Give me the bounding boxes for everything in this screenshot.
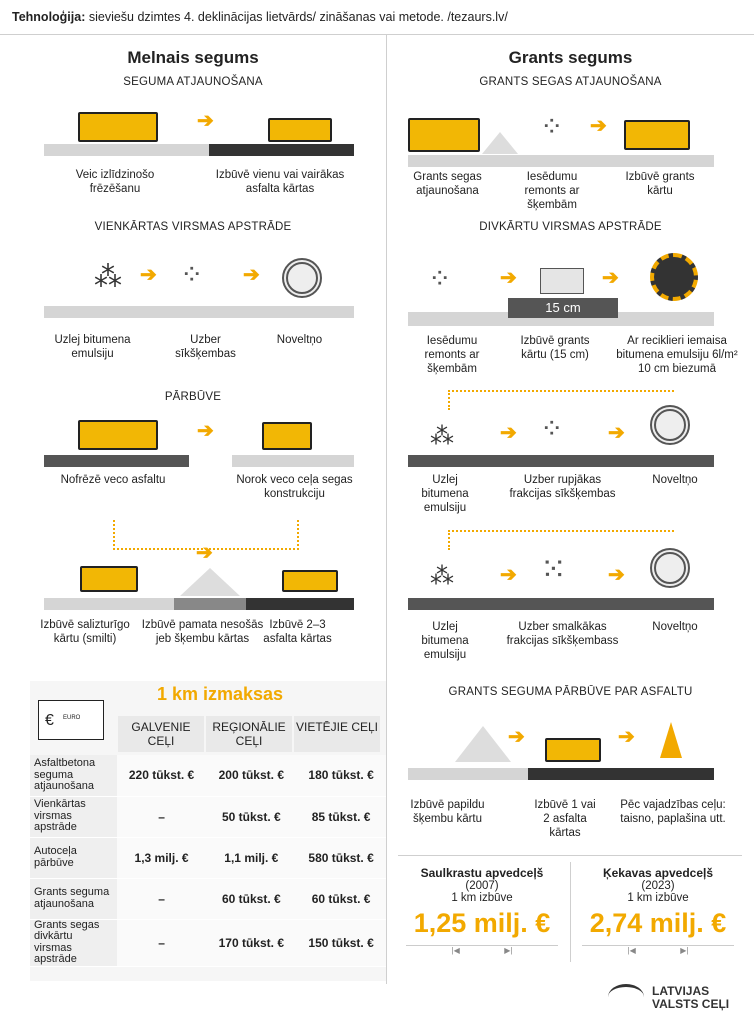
milling-machine-icon bbox=[78, 420, 158, 450]
emulsion-drops-icon: ⁂ bbox=[430, 563, 454, 590]
arrow-icon: ➔ bbox=[500, 267, 517, 289]
table-row: Asfaltbetona seguma atjaunošana 220 tūkst. € 200 tūkst. € 180 tūkst. € bbox=[30, 755, 386, 796]
arrow-icon: ➔ bbox=[197, 420, 214, 442]
chippings-icon: ⁘ bbox=[180, 259, 204, 290]
gravel-pile-icon bbox=[180, 568, 240, 596]
traffic-cone-icon bbox=[660, 722, 682, 758]
column-header: VIETĒJIE CEĻI bbox=[294, 716, 380, 752]
caption: Iesēdumu remonts ar šķembām bbox=[424, 335, 480, 375]
caption: Veic izlīdzinošo frēzēšanu bbox=[75, 169, 155, 195]
asphalt-road bbox=[209, 144, 354, 156]
gravel-road bbox=[232, 455, 354, 467]
chippings-icon: ⁘ bbox=[428, 263, 452, 294]
gravel-road bbox=[408, 155, 714, 167]
header-divider bbox=[0, 34, 754, 35]
caption: Izbūvē salizturīgo kārtu (smilti) bbox=[40, 619, 130, 645]
caption: Ar reciklieri iemaisa bitumena emulsiju 6l/m² 10 cm biezumā bbox=[616, 335, 738, 375]
bypass-card-kekava: Ķekavas apvedceļš (2023) 1 km izbūve 2,74 milj. € |◀ ▶| bbox=[574, 866, 742, 955]
gravel-pile-icon bbox=[482, 132, 518, 154]
arrow-icon: ➔ bbox=[140, 264, 157, 286]
caption: Izbūvē vienu vai vairākas asfalta kārtas bbox=[215, 169, 345, 195]
gravel-layer bbox=[174, 598, 246, 610]
logo-text: LATVIJAS VALSTS CEĻI bbox=[652, 984, 730, 1011]
gravel-road bbox=[408, 768, 528, 780]
right-title: Grants segums bbox=[508, 48, 633, 67]
caption: Izbūvē pamata nesošās jeb šķembu kārtas bbox=[141, 619, 264, 645]
gravel-block-icon bbox=[540, 268, 584, 294]
asphalt-road bbox=[528, 768, 714, 780]
gravel-road bbox=[44, 306, 354, 318]
caption: Izbūvē grants kārtu (15 cm) bbox=[520, 335, 590, 361]
arrow-icon: ➔ bbox=[500, 564, 517, 586]
caption: Uzlej bitumena emulsiju bbox=[421, 621, 469, 661]
milling-machine-icon bbox=[78, 112, 158, 142]
paver-icon bbox=[545, 738, 601, 762]
caption: Pēc vajadzības ceļu: taisno, paplašina utt. bbox=[620, 799, 726, 825]
bypass-divider bbox=[570, 862, 571, 962]
excavator-icon bbox=[262, 422, 312, 450]
caption: Uzber rupjākas frakcijas sīkšķembas bbox=[509, 474, 616, 500]
table-row: Autoceļa pārbūve 1,3 milj. € 1,1 milj. € 580 tūkst. € bbox=[30, 837, 386, 878]
costs-table bbox=[30, 755, 386, 967]
arrow-icon: ➔ bbox=[618, 726, 635, 748]
arrow-icon: ➔ bbox=[197, 110, 214, 132]
arrow-icon: ➔ bbox=[196, 542, 213, 564]
right-s2-title: DIVKĀRTU VIRSMAS APSTRĀDE bbox=[479, 221, 662, 233]
flow-connector bbox=[448, 390, 674, 410]
asphalt-road bbox=[246, 598, 354, 610]
caption: Noveltņo bbox=[652, 621, 698, 633]
caption: Noveltņo bbox=[276, 334, 323, 346]
column-header: REĢIONĀLIE CEĻI bbox=[206, 716, 292, 752]
bypass-card-saulkrasti: Saulkrastu apvedceļš (2007) 1 km izbūve 1,25 milj. € |◀ ▶| bbox=[398, 866, 566, 955]
caption: Uzber smalkākas frakcijas sīkšķembass bbox=[506, 621, 619, 647]
banknote-icon: € EURO bbox=[38, 700, 104, 740]
gravel-pile-icon bbox=[455, 726, 511, 762]
right-s1-title: GRANTS SEGAS ATJAUNOŠANA bbox=[479, 76, 662, 88]
left-s2-title: VIENKĀRTAS VIRSMAS APSTRĀDE bbox=[94, 221, 292, 233]
recycler-icon bbox=[650, 253, 698, 301]
depth-label: 15 cm bbox=[508, 298, 618, 318]
grader-icon bbox=[624, 120, 690, 150]
caption: Grants segas atjaunošana bbox=[413, 171, 482, 197]
caption: Uzber sīkšķembas bbox=[175, 334, 236, 360]
caption: Uzlej bitumena emulsiju bbox=[54, 334, 131, 360]
paver-icon bbox=[268, 118, 332, 142]
paver-icon bbox=[282, 570, 338, 592]
gravel-road bbox=[44, 144, 209, 156]
dump-truck-icon bbox=[80, 566, 138, 592]
column-divider bbox=[386, 34, 387, 984]
caption: Iesēdumu remonts ar šķembām bbox=[524, 171, 580, 211]
section-divider bbox=[398, 855, 742, 856]
arrow-icon: ➔ bbox=[500, 422, 517, 444]
sand-layer bbox=[44, 598, 174, 610]
asphalt-road bbox=[44, 455, 189, 467]
roller-icon bbox=[650, 548, 690, 588]
right-s3-title: GRANTS SEGUMA PĀRBŪVE PAR ASFALTU bbox=[448, 686, 693, 698]
caption: Izbūvē papildu šķembu kārtu bbox=[410, 799, 485, 825]
definition-header: Tehnoloģija: sieviešu dzimtes 4. deklinācijas lietvārds/ zināšanas vai metode. /tezaurs.lv/ bbox=[12, 10, 508, 24]
arrow-icon: ➔ bbox=[608, 422, 625, 444]
left-s1-title: SEGUMA ATJAUNOŠANA bbox=[123, 76, 263, 88]
left-title: Melnais segums bbox=[127, 48, 259, 67]
arrow-icon: ➔ bbox=[508, 726, 525, 748]
caption: Noveltņo bbox=[652, 474, 698, 486]
chippings-icon: ⁘ bbox=[540, 413, 564, 444]
arrow-icon: ➔ bbox=[602, 267, 619, 289]
lvc-logo-icon bbox=[608, 984, 644, 1010]
emulsion-drops-icon: ⁂ bbox=[430, 423, 454, 450]
table-row: Grants seguma atjaunošana – 60 tūkst. € 60 tūkst. € bbox=[30, 878, 386, 919]
caption: Norok veco ceļa segas konstrukciju bbox=[236, 474, 353, 500]
left-s3-title: PĀRBŪVE bbox=[164, 391, 222, 403]
table-row: Grants segas divkārtu virsmas apstrāde – 170 tūkst. € 150 tūkst. € bbox=[30, 919, 386, 966]
roller-icon bbox=[282, 258, 322, 298]
road-surface bbox=[408, 598, 714, 610]
caption: Nofrēzē veco asfaltu bbox=[60, 474, 166, 486]
arrow-icon: ➔ bbox=[608, 564, 625, 586]
arrow-icon: ➔ bbox=[590, 115, 607, 137]
caption: Uzlej bitumena emulsiju bbox=[421, 474, 469, 514]
chippings-icon: ⁙ bbox=[540, 551, 567, 587]
caption: Izbūvē 2–3 asfalta kārtas bbox=[263, 619, 332, 645]
caption: Izbūvē grants kārtu bbox=[625, 171, 695, 197]
arrow-icon: ➔ bbox=[243, 264, 260, 286]
flow-connector bbox=[448, 530, 674, 550]
costs-title: 1 km izmaksas bbox=[156, 684, 284, 704]
roller-icon bbox=[650, 405, 690, 445]
chippings-icon: ⁘ bbox=[540, 111, 564, 142]
dump-truck-icon bbox=[408, 118, 480, 152]
road-surface bbox=[408, 455, 714, 467]
emulsion-drops-icon: ⁂ bbox=[94, 261, 122, 292]
caption: Izbūvē 1 vai 2 asfalta kārtas bbox=[534, 799, 596, 839]
column-header: GALVENIE CEĻI bbox=[118, 716, 204, 752]
table-row: Vienkārtas virsmas apstrāde – 50 tūkst. € 85 tūkst. € bbox=[30, 796, 386, 837]
